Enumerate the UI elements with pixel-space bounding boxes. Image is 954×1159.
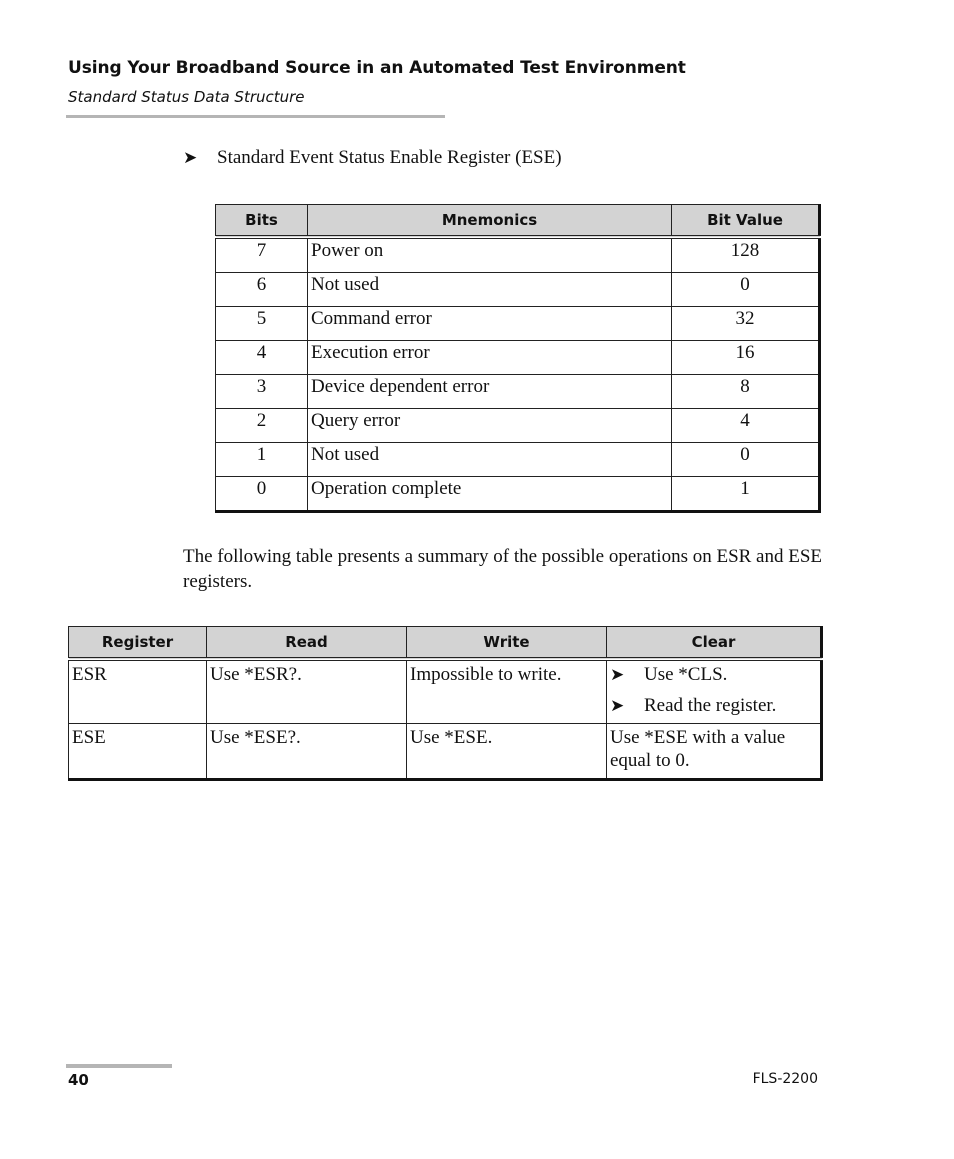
ese-register-table — [215, 204, 821, 513]
header-register: Register — [69, 627, 207, 660]
running-header-title: Using Your Broadband Source in an Automated Test Environment — [68, 58, 686, 78]
mnemonic-cell: Device dependent error — [308, 375, 672, 409]
read-cell: Use *ESR?. — [207, 659, 407, 724]
header-read: Read — [207, 627, 407, 660]
bullet-text: Standard Event Status Enable Register (ESE) — [217, 147, 562, 168]
bit-cell: 0 — [216, 477, 308, 512]
header-write: Write — [407, 627, 607, 660]
register-operations-table — [68, 626, 823, 781]
bit-cell: 1 — [216, 443, 308, 477]
table-row — [216, 341, 820, 375]
bit-value-cell: 0 — [672, 443, 820, 477]
table-row — [69, 724, 822, 780]
table-row — [216, 307, 820, 341]
clear-cell — [607, 659, 822, 724]
read-cell: Use *ESE?. — [207, 724, 407, 780]
arrow-bullet-icon: ➤ — [610, 665, 625, 684]
bit-value-cell: 128 — [672, 237, 820, 273]
mnemonic-cell: Execution error — [308, 341, 672, 375]
write-cell: Use *ESE. — [407, 724, 607, 780]
clear-item-text: Read the register. — [644, 695, 777, 716]
mnemonic-cell: Operation complete — [308, 477, 672, 512]
table-row — [216, 237, 820, 273]
arrow-bullet-icon: ➤ — [183, 148, 198, 167]
mnemonic-cell: Not used — [308, 273, 672, 307]
bit-value-cell: 16 — [672, 341, 820, 375]
table-row — [216, 375, 820, 409]
clear-list-item — [610, 663, 817, 686]
header-bits: Bits — [216, 205, 308, 238]
table-row — [216, 477, 820, 512]
page-number: 40 — [68, 1071, 89, 1089]
header-bit-value: Bit Value — [672, 205, 820, 238]
bit-value-cell: 4 — [672, 409, 820, 443]
bit-cell: 5 — [216, 307, 308, 341]
table-row — [216, 409, 820, 443]
table-row — [69, 659, 822, 724]
write-cell: Impossible to write. — [407, 659, 607, 724]
clear-cell: Use *ESE with a value equal to 0. — [607, 724, 822, 780]
mnemonic-cell: Power on — [308, 237, 672, 273]
bullet-item — [183, 147, 562, 169]
clear-item-text: Use *CLS. — [644, 664, 728, 685]
table-header-row — [216, 205, 820, 238]
table-header-row — [69, 627, 822, 660]
bit-cell: 6 — [216, 273, 308, 307]
summary-paragraph: The following table presents a summary of the possible operations on ESR and ESE registers. — [183, 546, 823, 592]
bit-cell: 7 — [216, 237, 308, 273]
bit-cell: 3 — [216, 375, 308, 409]
bit-value-cell: 8 — [672, 375, 820, 409]
footer-rule — [66, 1064, 172, 1068]
register-cell: ESE — [69, 724, 207, 780]
running-header-subtitle: Standard Status Data Structure — [68, 88, 305, 106]
mnemonic-cell: Query error — [308, 409, 672, 443]
header-mnemonics: Mnemonics — [308, 205, 672, 238]
bit-value-cell: 1 — [672, 477, 820, 512]
header-clear: Clear — [607, 627, 822, 660]
bit-value-cell: 0 — [672, 273, 820, 307]
bit-value-cell: 32 — [672, 307, 820, 341]
document-code: FLS-2200 — [752, 1071, 818, 1087]
bit-cell: 4 — [216, 341, 308, 375]
arrow-bullet-icon: ➤ — [610, 696, 625, 715]
register-cell: ESR — [69, 659, 207, 724]
bit-cell: 2 — [216, 409, 308, 443]
clear-list-item — [610, 694, 817, 717]
mnemonic-cell: Command error — [308, 307, 672, 341]
table-row — [216, 443, 820, 477]
mnemonic-cell: Not used — [308, 443, 672, 477]
table-row — [216, 273, 820, 307]
header-rule — [66, 115, 445, 118]
